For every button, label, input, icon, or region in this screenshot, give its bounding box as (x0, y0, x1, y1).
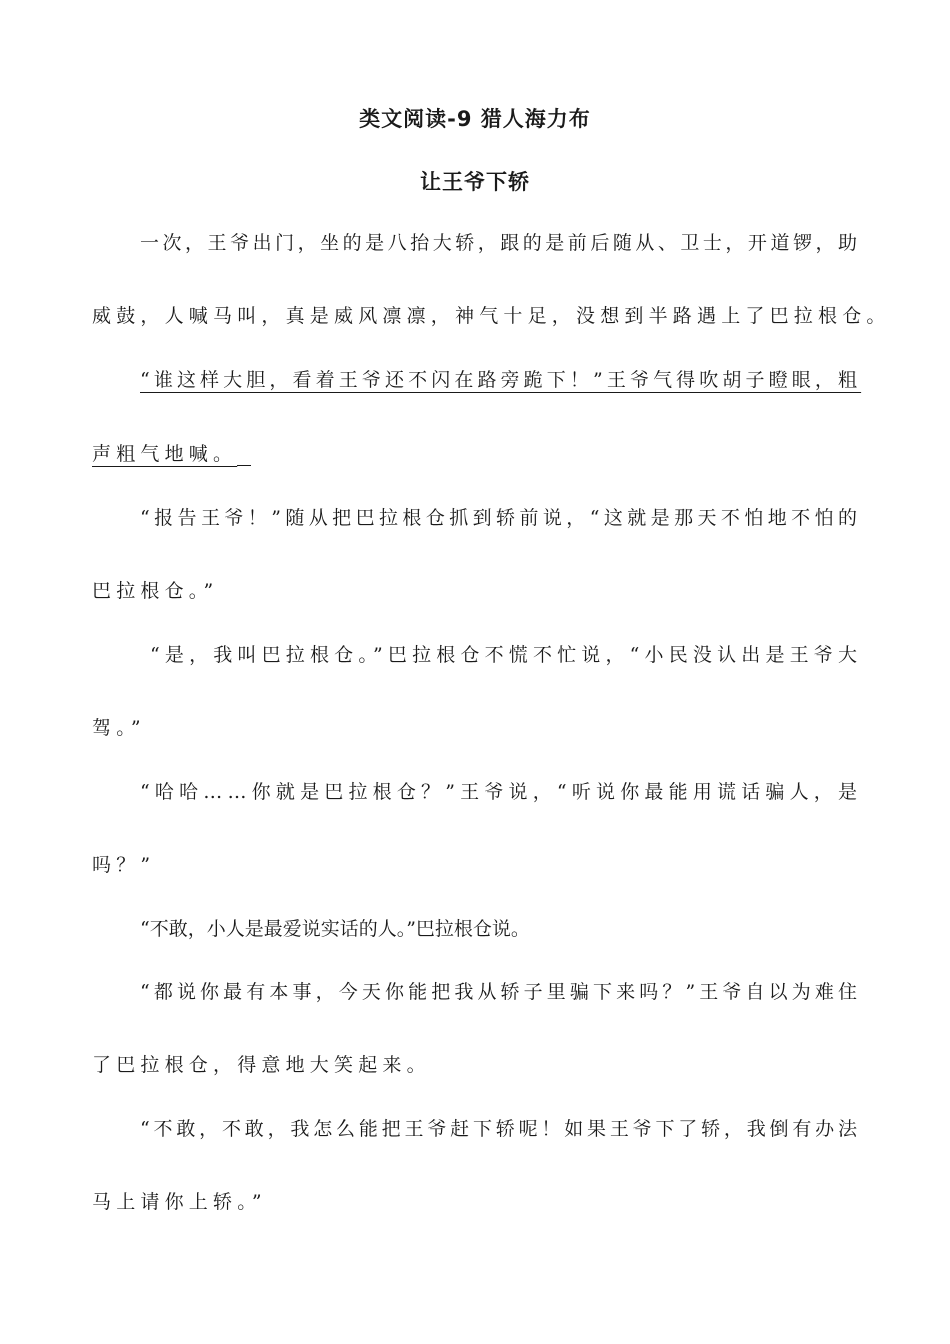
paragraph-6-line-1: “不敢，小人是最爱说实话的人。”巴拉根仓说。 (140, 918, 530, 940)
paragraph-2-line-2: 声粗气地喊。 (92, 443, 238, 465)
paragraph-2-line-2-wrapper (92, 440, 251, 468)
paragraph-3-line-2: 巴拉根仓。” (92, 580, 219, 602)
underline-tail (237, 464, 251, 466)
paragraph-7-line-1: “都说你最有本事，今天你能把我从轿子里骗下来吗？”王爷自以为难住 (140, 981, 862, 1003)
paragraph-4-line-1: “是，我叫巴拉根仓。”巴拉根仓不慌不忙说，“小民没认出是王爷大 (150, 644, 863, 666)
paragraph-1-line-1: 一次，王爷出门，坐的是八抬大轿，跟的是前后随从、卫士，开道锣，助 (140, 232, 861, 254)
paragraph-7-line-2: 了巴拉根仓，得意地大笑起来。 (92, 1054, 431, 1076)
paragraph-5-line-1: “哈哈……你就是巴拉根仓？”王爷说，“听说你最能用谎话骗人，是 (140, 781, 863, 803)
document-title: 类文阅读-9 猎人海力布 (359, 107, 591, 131)
story-title: 让王爷下轿 (420, 170, 530, 194)
paragraph-3-line-1: “报告王爷！”随从把巴拉根仓抓到轿前说，“这就是那天不怕地不怕的 (140, 507, 862, 529)
paragraph-5-line-2: 吗？” (92, 854, 156, 876)
paragraph-2-line-1: “谁这样大胆，看着王爷还不闪在路旁跪下！”王爷气得吹胡子瞪眼，粗 (140, 369, 862, 391)
paragraph-8-line-1: “不敢，不敢，我怎么能把王爷赶下轿呢！如果王爷下了轿，我倒有办法 (140, 1118, 861, 1140)
paragraph-4-line-2: 驾。” (92, 717, 146, 739)
paragraph-1-line-2: 威鼓，人喊马叫，真是威风凛凛，神气十足，没想到半路遇上了巴拉根仓。 (92, 305, 891, 327)
paragraph-8-line-2: 马上请你上轿。” (92, 1191, 267, 1213)
